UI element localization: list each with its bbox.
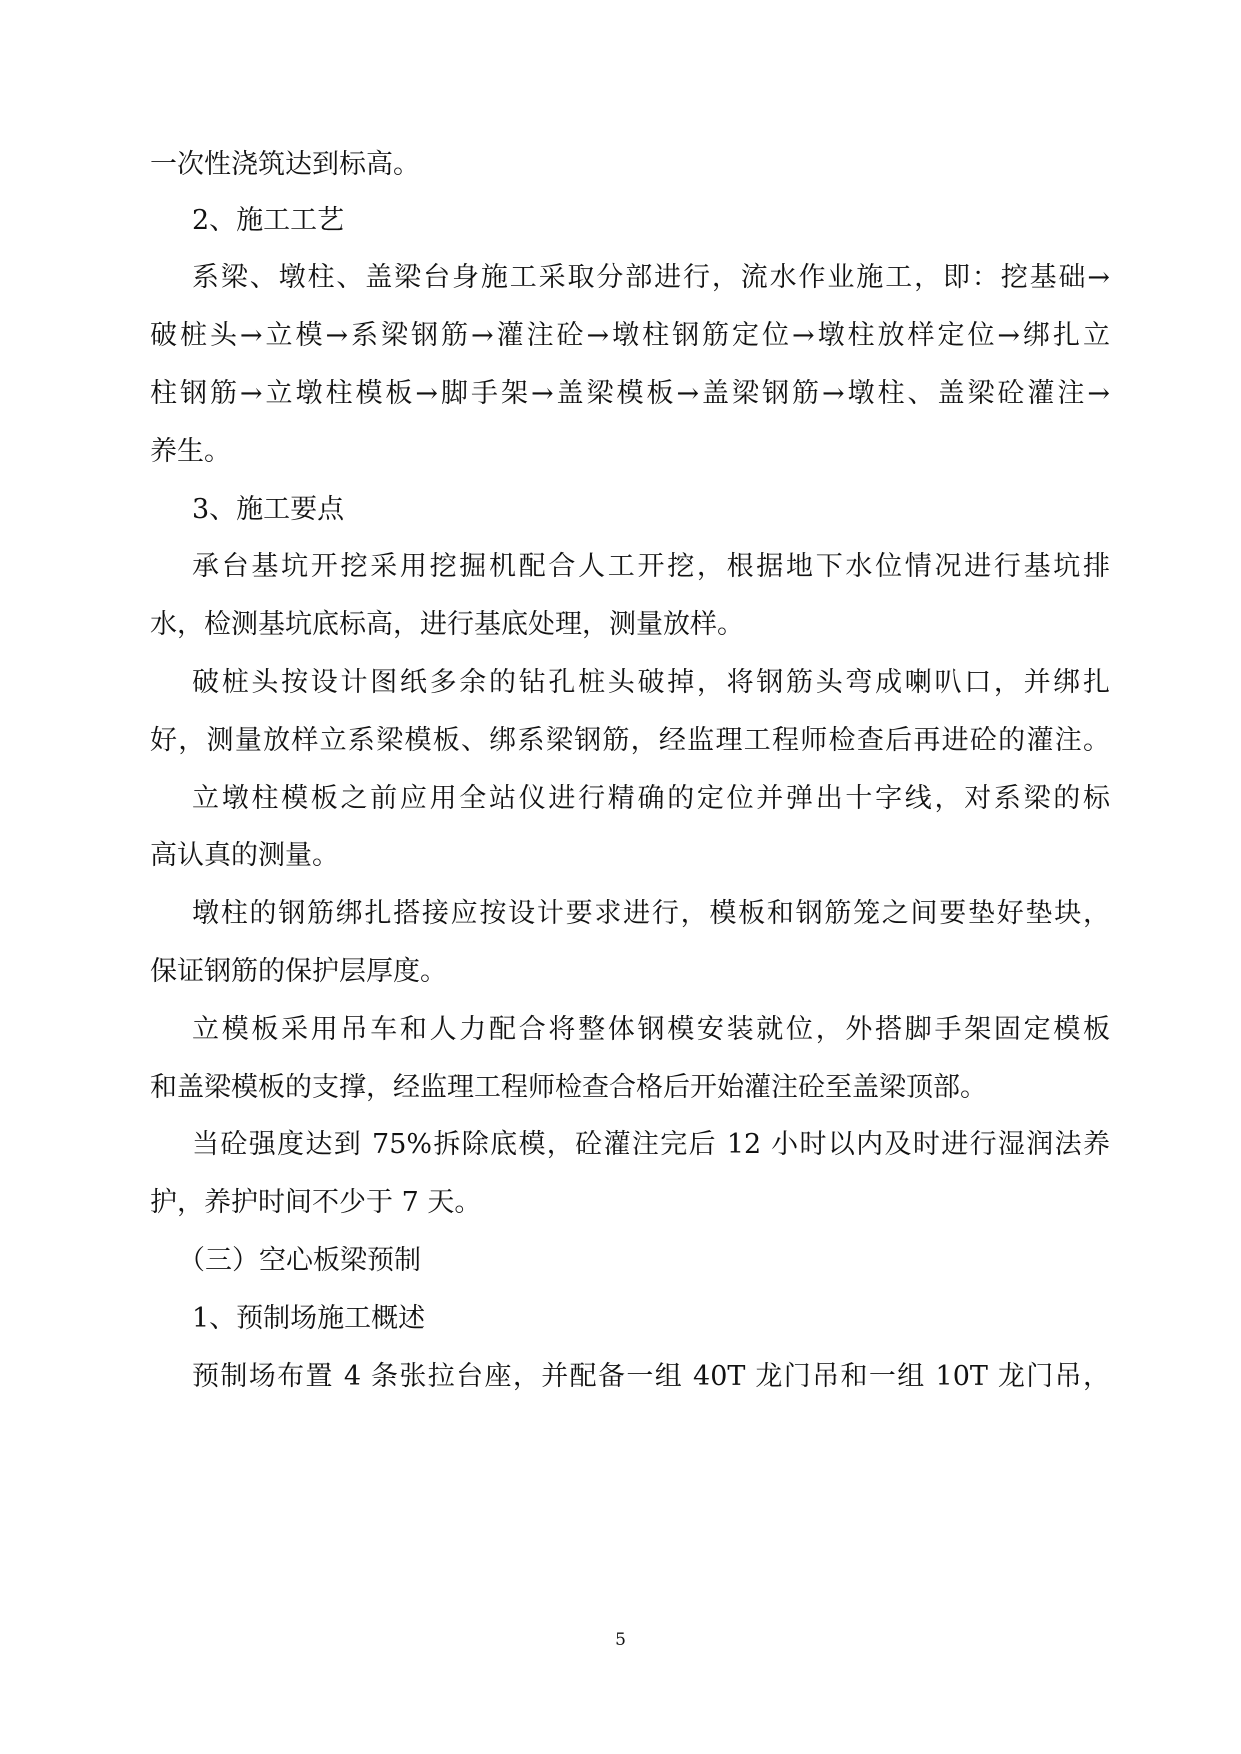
text-line: 当砼强度达到 75%拆除底模，砼灌注完后 12 小时以内及时进行湿润法养 [192, 1129, 1110, 1160]
section-heading: 3、施工要点 [192, 494, 345, 525]
text-line: 保证钢筋的保护层厚度。 [150, 956, 447, 987]
text-line: 一次性浇筑达到标高。 [150, 149, 420, 180]
text-line: 好，测量放样立系梁模板、绑系梁钢筋，经监理工程师检查后再进砼的灌注。 [150, 725, 1110, 756]
text-line: 预制场布置 4 条张拉台座，并配备一组 40T 龙门吊和一组 10T 龙门吊， [192, 1361, 1110, 1392]
text-line: 墩柱的钢筋绑扎搭接应按设计要求进行，模板和钢筋笼之间要垫好垫块， [192, 898, 1110, 929]
page-number: 5 [615, 1630, 626, 1650]
section-heading: 1、预制场施工概述 [192, 1303, 426, 1334]
text-line: 立墩柱模板之前应用全站仪进行精确的定位并弹出十字线，对系梁的标 [192, 783, 1110, 814]
section-heading: （三）空心板梁预制 [178, 1245, 421, 1276]
text-line: 柱钢筋→立墩柱模板→脚手架→盖梁模板→盖梁钢筋→墩柱、盖梁砼灌注→ [150, 378, 1110, 409]
text-line: 护，养护时间不少于 7 天。 [150, 1187, 482, 1218]
text-line: 承台基坑开挖采用挖掘机配合人工开挖，根据地下水位情况进行基坑排 [192, 551, 1110, 582]
text-line: 立模板采用吊车和人力配合将整体钢模安装就位，外搭脚手架固定模板 [192, 1014, 1110, 1045]
text-line: 和盖梁模板的支撑，经监理工程师检查合格后开始灌注砼至盖梁顶部。 [150, 1072, 987, 1103]
text-line: 水，检测基坑底标高，进行基底处理，测量放样。 [150, 609, 744, 640]
text-line: 破桩头按设计图纸多余的钻孔桩头破掉，将钢筋头弯成喇叭口，并绑扎 [192, 667, 1110, 698]
section-heading: 2、施工工艺 [192, 205, 345, 236]
text-line: 系梁、墩柱、盖梁台身施工采取分部进行，流水作业施工，即：挖基础→ [192, 262, 1110, 293]
text-line: 破桩头→立模→系梁钢筋→灌注砼→墩柱钢筋定位→墩柱放样定位→绑扎立 [150, 320, 1110, 351]
text-line: 高认真的测量。 [150, 840, 339, 871]
text-line: 养生。 [150, 436, 231, 467]
